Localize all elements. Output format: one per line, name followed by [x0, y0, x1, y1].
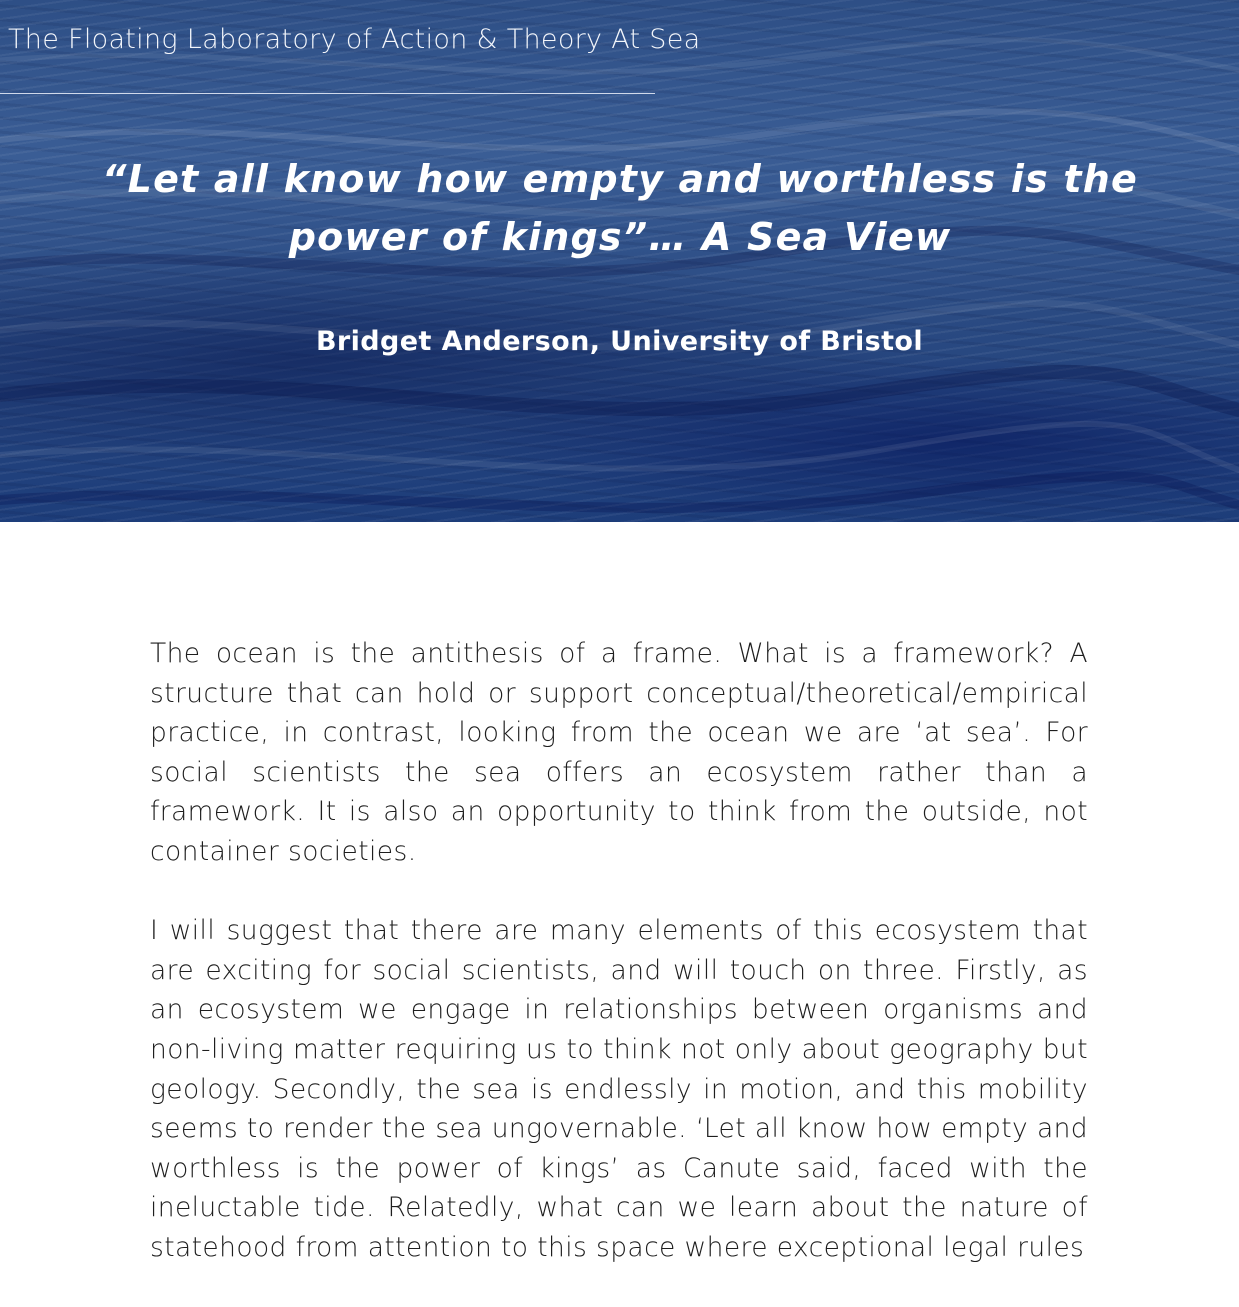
article-body [150, 634, 1088, 1307]
hero-banner [0, 0, 1239, 522]
title-divider [0, 93, 655, 94]
site-title[interactable]: The Floating Laboratory of Action & Theory At Sea [8, 24, 701, 55]
paragraph: I will suggest that there are many elements of this ecosystem that are exciting for social scientists, and will touch on three. Firstly, as an ecosystem we engage in relationships between organisms and non-living matter requiring us to think not only about geography but geology. Secondly, the sea is endlessly in motion, and this mobility seems to render the sea ungovernable. ‘Let all know how empty and worthless is the power of kings’ as Canute said, faced with the ineluctable tide. Relatedly, what can we learn about the nature of statehood from attention to this space where exceptional legal rules [150, 915, 1088, 1263]
article-author: Bridget Anderson, University of Bristol [315, 326, 924, 357]
article-headline: “Let all know how empty and worthless is the power of kings”… A Sea View [102, 157, 1138, 259]
paragraph: The ocean is the antithesis of a frame. What is a framework? A structure that can hold or support conceptual/theoretical/empirical practice, in contrast, looking from the ocean we are ‘at sea’. For social scientists the sea offers an ecosystem rather than a framework. It is also an opportunity to think from the outside, not container societies. [150, 638, 1088, 867]
